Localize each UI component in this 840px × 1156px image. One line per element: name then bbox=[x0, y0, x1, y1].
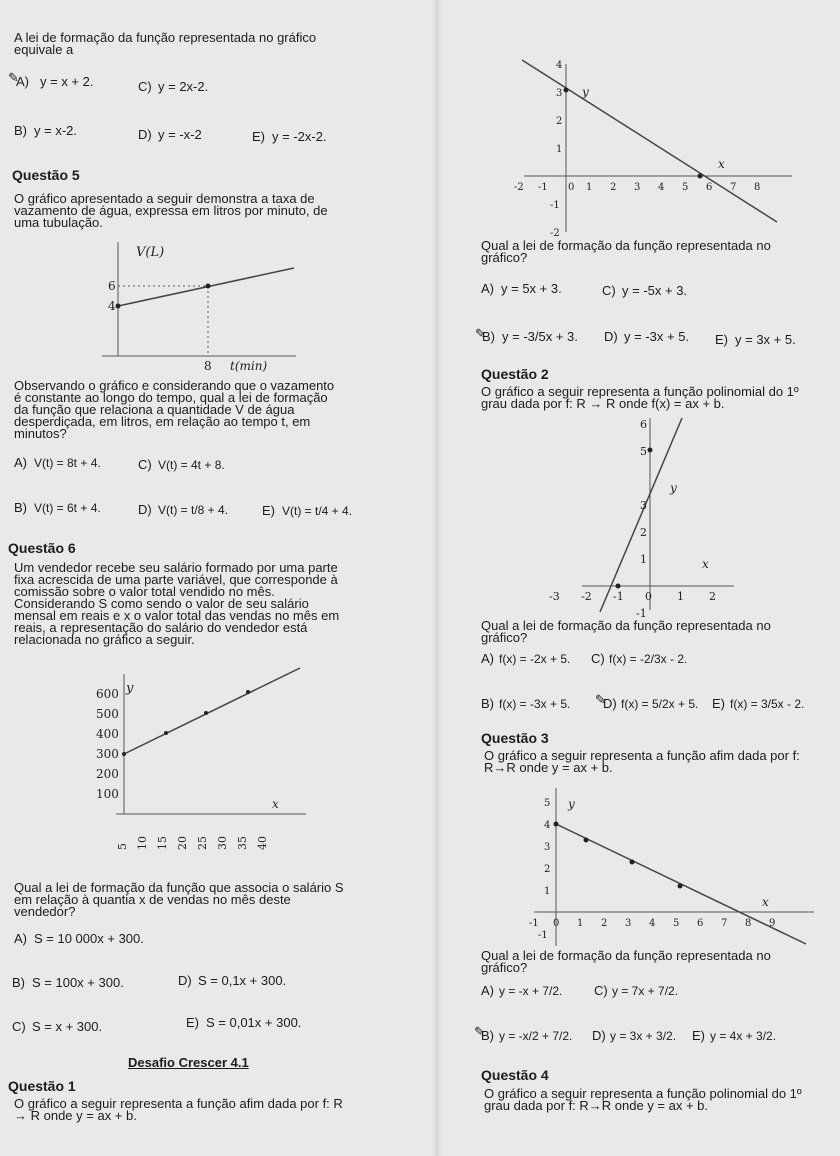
tg-option-c[interactable]: y = -5x + 3. bbox=[622, 283, 688, 298]
q5-option-d[interactable]: V(t) = t/8 + 4. bbox=[158, 503, 229, 517]
tick-label: 1 bbox=[556, 144, 563, 155]
q2-option-e[interactable]: f(x) = 3/5x - 2. bbox=[730, 697, 805, 711]
tick-label: 2 bbox=[640, 526, 647, 539]
q6-question: Qual a lei de formação da função que associa o salário S em relação à quantia x de vendas no mês deste vendedor? bbox=[14, 880, 344, 919]
tick-label: 1 bbox=[640, 553, 647, 566]
tick-label: -2 bbox=[550, 228, 560, 239]
q3-letter-b: B) bbox=[481, 1028, 494, 1043]
topgraph-question: Qual a lei de formação da função representada no gráfico? bbox=[481, 238, 771, 265]
q5-letter-c: C) bbox=[138, 457, 152, 472]
q5-option-c[interactable]: V(t) = 4t + 8. bbox=[158, 458, 225, 472]
intro-letter-b: B) bbox=[14, 123, 27, 138]
handwritten-mark: ✎ bbox=[595, 692, 606, 707]
tick-label: 1 bbox=[577, 918, 584, 929]
q3-letter-e: E) bbox=[692, 1028, 705, 1043]
tick-label: -1 bbox=[550, 200, 560, 211]
q2-letter-c: C) bbox=[591, 651, 605, 666]
tick-label: -3 bbox=[549, 590, 560, 603]
tick-label: 15 bbox=[156, 836, 169, 850]
tick-label: 300 bbox=[96, 747, 119, 761]
tick-label: 600 bbox=[96, 687, 119, 701]
q4-title: Questão 4 bbox=[481, 1067, 549, 1083]
tick-label: 2 bbox=[556, 116, 563, 127]
q3-option-e[interactable]: y = 4x + 3/2. bbox=[710, 1029, 777, 1043]
q5-stem: O gráfico apresentado a seguir demonstra a taxa de vazamento de água, expressa em litros por minuto, de uma tubulação. bbox=[14, 191, 328, 230]
tick-label: 0 bbox=[553, 918, 560, 929]
tick-label: 4 bbox=[658, 182, 665, 193]
q6-letter-b: B) bbox=[12, 975, 25, 990]
tg-letter-e: E) bbox=[715, 332, 728, 347]
tick-label: 3 bbox=[556, 88, 563, 99]
tick-label: 400 bbox=[96, 727, 119, 741]
q2-y-label: y bbox=[670, 481, 677, 495]
tick-label: -1 bbox=[538, 182, 548, 193]
tg-letter-a: A) bbox=[481, 281, 494, 296]
tick-label: 35 bbox=[236, 836, 249, 850]
q3-x-label: x bbox=[762, 895, 769, 909]
desafio-title: Desafio Crescer 4.1 bbox=[128, 1055, 249, 1070]
tick-label: 4 bbox=[544, 820, 551, 831]
tg-option-b[interactable]: y = -3/5x + 3. bbox=[502, 329, 578, 344]
q6-option-e[interactable]: S = 0,01x + 300. bbox=[206, 1015, 302, 1030]
q5-question: Observando o gráfico e considerando que o vazamento é constante ao longo do tempo, qual a lei de formação da função que relaciona a quantidade V de água desperdiçada, em litros, em relação ao tempo t, em minutos? bbox=[14, 378, 335, 441]
q5-x-label: t(min) bbox=[230, 359, 268, 373]
handwritten-mark: ✎ bbox=[8, 70, 19, 85]
tick-label: 1 bbox=[677, 590, 684, 603]
tick-label: 25 bbox=[196, 836, 209, 850]
tick-label: 30 bbox=[216, 836, 229, 850]
q2-option-d[interactable]: f(x) = 5/2x + 5. bbox=[621, 697, 699, 711]
intro-letter-e: E) bbox=[252, 129, 265, 144]
q2-graph bbox=[549, 414, 738, 620]
tg-option-e[interactable]: y = 3x + 5. bbox=[735, 332, 796, 347]
q6-letter-e: E) bbox=[186, 1015, 199, 1030]
q3-title: Questão 3 bbox=[481, 730, 549, 746]
q5-letter-e: E) bbox=[262, 503, 275, 518]
q6-option-c[interactable]: S = x + 300. bbox=[32, 1019, 103, 1034]
tick-label: 7 bbox=[730, 182, 737, 193]
tick-label: 40 bbox=[256, 836, 269, 850]
q6-title: Questão 6 bbox=[8, 540, 76, 556]
tick-label: 3 bbox=[625, 918, 632, 929]
tick-label: 5 bbox=[673, 918, 680, 929]
tick-label: -1 bbox=[636, 607, 647, 620]
q5-tick-6: 6 bbox=[108, 279, 116, 293]
tick-label: 5 bbox=[544, 798, 551, 809]
q5-letter-d: D) bbox=[138, 502, 152, 517]
q6-y-label: y bbox=[126, 681, 134, 696]
q5-title: Questão 5 bbox=[12, 167, 80, 183]
q3-question: Qual a lei de formação da função representada no gráfico? bbox=[481, 948, 771, 975]
tick-label: 4 bbox=[556, 60, 563, 71]
q5-y-label: V(L) bbox=[136, 245, 165, 260]
handwritten-mark: ✎ bbox=[475, 326, 486, 341]
tick-label: 10 bbox=[136, 836, 149, 850]
tick-label: 8 bbox=[754, 182, 761, 193]
tick-label: 20 bbox=[176, 836, 189, 850]
q6-graph bbox=[96, 664, 316, 864]
intro-option-a[interactable]: y = x + 2. bbox=[40, 74, 94, 89]
tick-label: 5 bbox=[116, 843, 129, 850]
tick-label: -1 bbox=[529, 918, 539, 929]
topgraph-y-label: y bbox=[582, 85, 589, 99]
tick-label: 2 bbox=[709, 590, 716, 603]
desafio-q1-stem: O gráfico a seguir representa a função afim dada por f: R → R onde y = ax + b. bbox=[14, 1096, 343, 1123]
q3-option-c[interactable]: y = 7x + 7/2. bbox=[612, 984, 679, 998]
q2-letter-e: E) bbox=[712, 696, 725, 711]
intro-letter-c: C) bbox=[138, 79, 152, 94]
q2-option-c[interactable]: f(x) = -2/3x - 2. bbox=[609, 652, 688, 666]
q2-option-a[interactable]: f(x) = -2x + 5. bbox=[499, 652, 571, 666]
q5-option-a[interactable]: V(t) = 8t + 4. bbox=[34, 456, 101, 470]
tg-option-d[interactable]: y = -3x + 5. bbox=[624, 329, 690, 344]
tg-letter-c: C) bbox=[602, 283, 616, 298]
q6-letter-d: D) bbox=[178, 973, 192, 988]
tick-label: 5 bbox=[640, 445, 647, 458]
q2-question: Qual a lei de formação da função representada no gráfico? bbox=[481, 618, 771, 645]
q2-letter-d: D) bbox=[603, 696, 617, 711]
q3-option-a[interactable]: y = -x + 7/2. bbox=[499, 984, 563, 998]
tick-label: 8 bbox=[745, 918, 752, 929]
q6-letter-c: C) bbox=[12, 1019, 26, 1034]
tg-letter-d: D) bbox=[604, 329, 618, 344]
tick-label: 6 bbox=[640, 418, 647, 431]
tick-label: 4 bbox=[649, 918, 656, 929]
q6-option-a[interactable]: S = 10 000x + 300. bbox=[34, 931, 144, 946]
tick-label: 100 bbox=[96, 787, 119, 801]
q5-tick-8: 8 bbox=[204, 359, 212, 373]
tick-label: 6 bbox=[706, 182, 713, 193]
q2-title: Questão 2 bbox=[481, 366, 549, 382]
q5-letter-a: A) bbox=[14, 455, 27, 470]
q4-stem: O gráfico a seguir representa a função polinomial do 1º grau dada por f: R→R onde y = ax + b. bbox=[484, 1086, 802, 1113]
q3-graph bbox=[530, 784, 820, 950]
tick-label: -2 bbox=[514, 182, 524, 193]
q3-letter-c: C) bbox=[594, 983, 608, 998]
tick-label: 2 bbox=[610, 182, 617, 193]
tg-letter-b: B) bbox=[482, 329, 495, 344]
tick-label: -1 bbox=[613, 590, 624, 603]
tg-option-a[interactable]: y = 5x + 3. bbox=[501, 281, 562, 296]
intro-option-e[interactable]: y = -2x-2. bbox=[272, 129, 327, 144]
tick-label: 0 bbox=[645, 590, 652, 603]
q6-option-d[interactable]: S = 0,1x + 300. bbox=[198, 973, 287, 988]
intro-option-c[interactable]: y = 2x-2. bbox=[158, 79, 209, 94]
q3-option-d[interactable]: y = 3x + 3/2. bbox=[610, 1029, 677, 1043]
tick-label: 3 bbox=[544, 842, 551, 853]
q6-option-b[interactable]: S = 100x + 300. bbox=[32, 975, 124, 990]
q2-letter-b: B) bbox=[481, 696, 494, 711]
q3-y-label: y bbox=[568, 797, 575, 811]
q2-option-b[interactable]: f(x) = -3x + 5. bbox=[499, 697, 571, 711]
q3-stem: O gráfico a seguir representa a função afim dada por f: R→R onde y = ax + b. bbox=[484, 748, 800, 775]
q6-stem: Um vendedor recebe seu salário formado por uma parte fixa acrescida de uma parte variável, que corresponde à comissão sobre o valor total vendido no mês. Considerando S como sendo o valor de seu salário mensal em reais e x o valor total das vendas no mês em reais, a representação do salário do vendedor está relacionada no gráfico a seguir. bbox=[14, 560, 340, 647]
intro-option-b[interactable]: y = x-2. bbox=[34, 123, 77, 138]
q2-letter-a: A) bbox=[481, 651, 494, 666]
topgraph bbox=[514, 60, 802, 239]
tick-label: 200 bbox=[96, 767, 119, 781]
tick-label: 9 bbox=[769, 918, 776, 929]
intro-stem: A lei de formação da função representada no gráfico equivale a bbox=[14, 30, 317, 57]
q5-tick-4: 4 bbox=[108, 299, 116, 313]
tick-label: 3 bbox=[634, 182, 641, 193]
intro-letter-d: D) bbox=[138, 127, 152, 142]
tick-label: -2 bbox=[581, 590, 592, 603]
tick-label: 6 bbox=[697, 918, 704, 929]
q5-option-b[interactable]: V(t) = 6t + 4. bbox=[34, 501, 101, 515]
tick-label: 7 bbox=[721, 918, 728, 929]
tick-label: 3 bbox=[640, 499, 647, 512]
intro-option-d[interactable]: y = -x-2 bbox=[158, 127, 202, 142]
intro-letter-a: A) bbox=[16, 74, 29, 89]
tick-label: -1 bbox=[538, 930, 548, 941]
q2-stem: O gráfico a seguir representa a função polinomial do 1º grau dada por f: R → R onde f(x) = ax + b. bbox=[481, 384, 799, 411]
q2-x-label: x bbox=[702, 557, 709, 571]
page-fold bbox=[432, 0, 442, 1156]
q5-option-e[interactable]: V(t) = t/4 + 4. bbox=[282, 504, 353, 518]
tick-label: 1 bbox=[544, 886, 551, 897]
q3-option-b[interactable]: y = -x/2 + 7/2. bbox=[499, 1029, 573, 1043]
q3-letter-a: A) bbox=[481, 983, 494, 998]
q5-letter-b: B) bbox=[14, 500, 27, 515]
q5-graph bbox=[100, 238, 310, 378]
tick-label: 2 bbox=[544, 864, 551, 875]
q3-letter-d: D) bbox=[592, 1028, 606, 1043]
topgraph-x-label: x bbox=[718, 157, 725, 171]
tick-label: 0 bbox=[568, 182, 575, 193]
tick-label: 500 bbox=[96, 707, 119, 721]
tick-label: 5 bbox=[682, 182, 689, 193]
tick-label: 2 bbox=[601, 918, 608, 929]
tick-label: 1 bbox=[586, 182, 593, 193]
desafio-q1-title: Questão 1 bbox=[8, 1078, 76, 1094]
q6-letter-a: A) bbox=[14, 931, 27, 946]
handwritten-mark: ✎ bbox=[474, 1024, 485, 1039]
q6-x-label: x bbox=[272, 797, 279, 811]
